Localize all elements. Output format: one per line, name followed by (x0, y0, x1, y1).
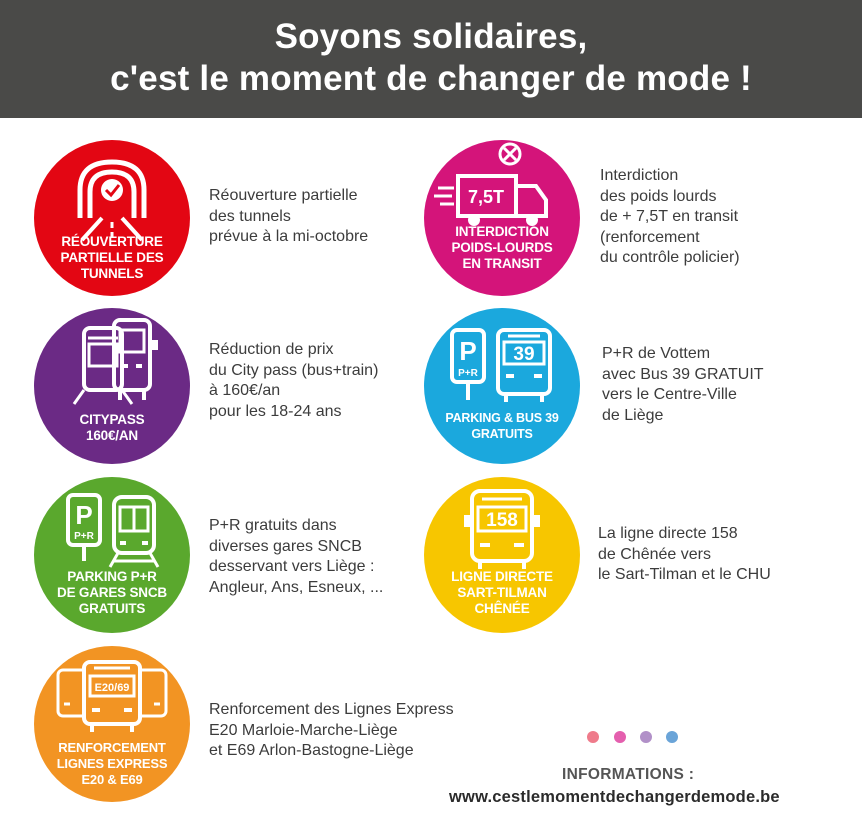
ligne-158-description: La ligne directe 158 de Chênée vers le Sart-Tilman et le CHU (598, 525, 771, 583)
parking-gares-label: PARKING P+R DE GARES SNCB GRATUITS (57, 569, 167, 616)
header-title-line1: Soyons solidaires, (274, 17, 588, 56)
parking-bus39-circle (424, 308, 580, 464)
svg-text:E20/69: E20/69 (94, 682, 130, 694)
poids-lourds-circle (424, 140, 580, 296)
svg-text:P+R: P+R (458, 368, 478, 379)
svg-text:P: P (75, 500, 93, 530)
svg-text:39: 39 (513, 344, 535, 365)
parking-bus39-description: P+R de Vottem avec Bus 39 GRATUIT vers le Centre-Ville de Liège (602, 345, 764, 424)
tunnels-label: RÉOUVERTURE PARTIELLE DES TUNNELS (60, 234, 164, 281)
svg-text:P+R: P+R (74, 531, 94, 542)
dot-3 (640, 731, 652, 743)
decorative-dots (587, 731, 687, 745)
parking-bus39-label: PARKING & BUS 39 GRATUITS (445, 411, 559, 441)
tunnels-circle (34, 140, 190, 296)
website-link[interactable]: www.cestlemomentdechangerdemode.be (449, 788, 780, 806)
citypass-label: CITYPASS 160€/AN (79, 412, 145, 443)
dot-1 (587, 731, 599, 743)
parking-gares-circle (34, 477, 190, 633)
tunnels-description: Réouverture partielle des tunnels prévue à la mi-octobre (209, 187, 369, 245)
lignes-express-description: Renforcement des Lignes Express E20 Marloie-Marche-Liège et E69 Arlon-Bastogne-Liège (209, 701, 454, 759)
truck-forbidden-icon (424, 140, 580, 296)
ligne-158-circle (424, 477, 580, 633)
lignes-express-label: RENFORCEMENT LIGNES EXPRESS E20 & E69 (56, 740, 168, 787)
citypass-description: Réduction de prix du City pass (bus+train) à 160€/an pour les 18-24 ans (209, 341, 379, 420)
svg-text:7,5T: 7,5T (467, 187, 505, 207)
parking-gares-description: P+R gratuits dans diverses gares SNCB desservant vers Liège : Angleur, Ans, Esneux, ... (209, 517, 384, 596)
info-label: INFORMATIONS : (562, 766, 695, 783)
svg-text:158: 158 (486, 510, 518, 531)
svg-text:P: P (459, 336, 477, 366)
lignes-express-circle (34, 646, 190, 802)
page-header (0, 0, 862, 118)
poids-lourds-description: Interdiction des poids lourds de + 7,5T en transit (renforcement du contrôle policier) (600, 167, 740, 266)
ligne-158-label: LIGNE DIRECTE SART-TILMAN CHÊNÉE (451, 569, 553, 616)
dot-2 (614, 731, 626, 743)
citypass-circle (34, 308, 190, 464)
poids-lourds-label: INTERDICTION POIDS-LOURDS EN TRANSIT (451, 224, 553, 271)
header-title-line2: c'est le moment de changer de mode ! (110, 59, 752, 98)
dot-4 (666, 731, 678, 743)
